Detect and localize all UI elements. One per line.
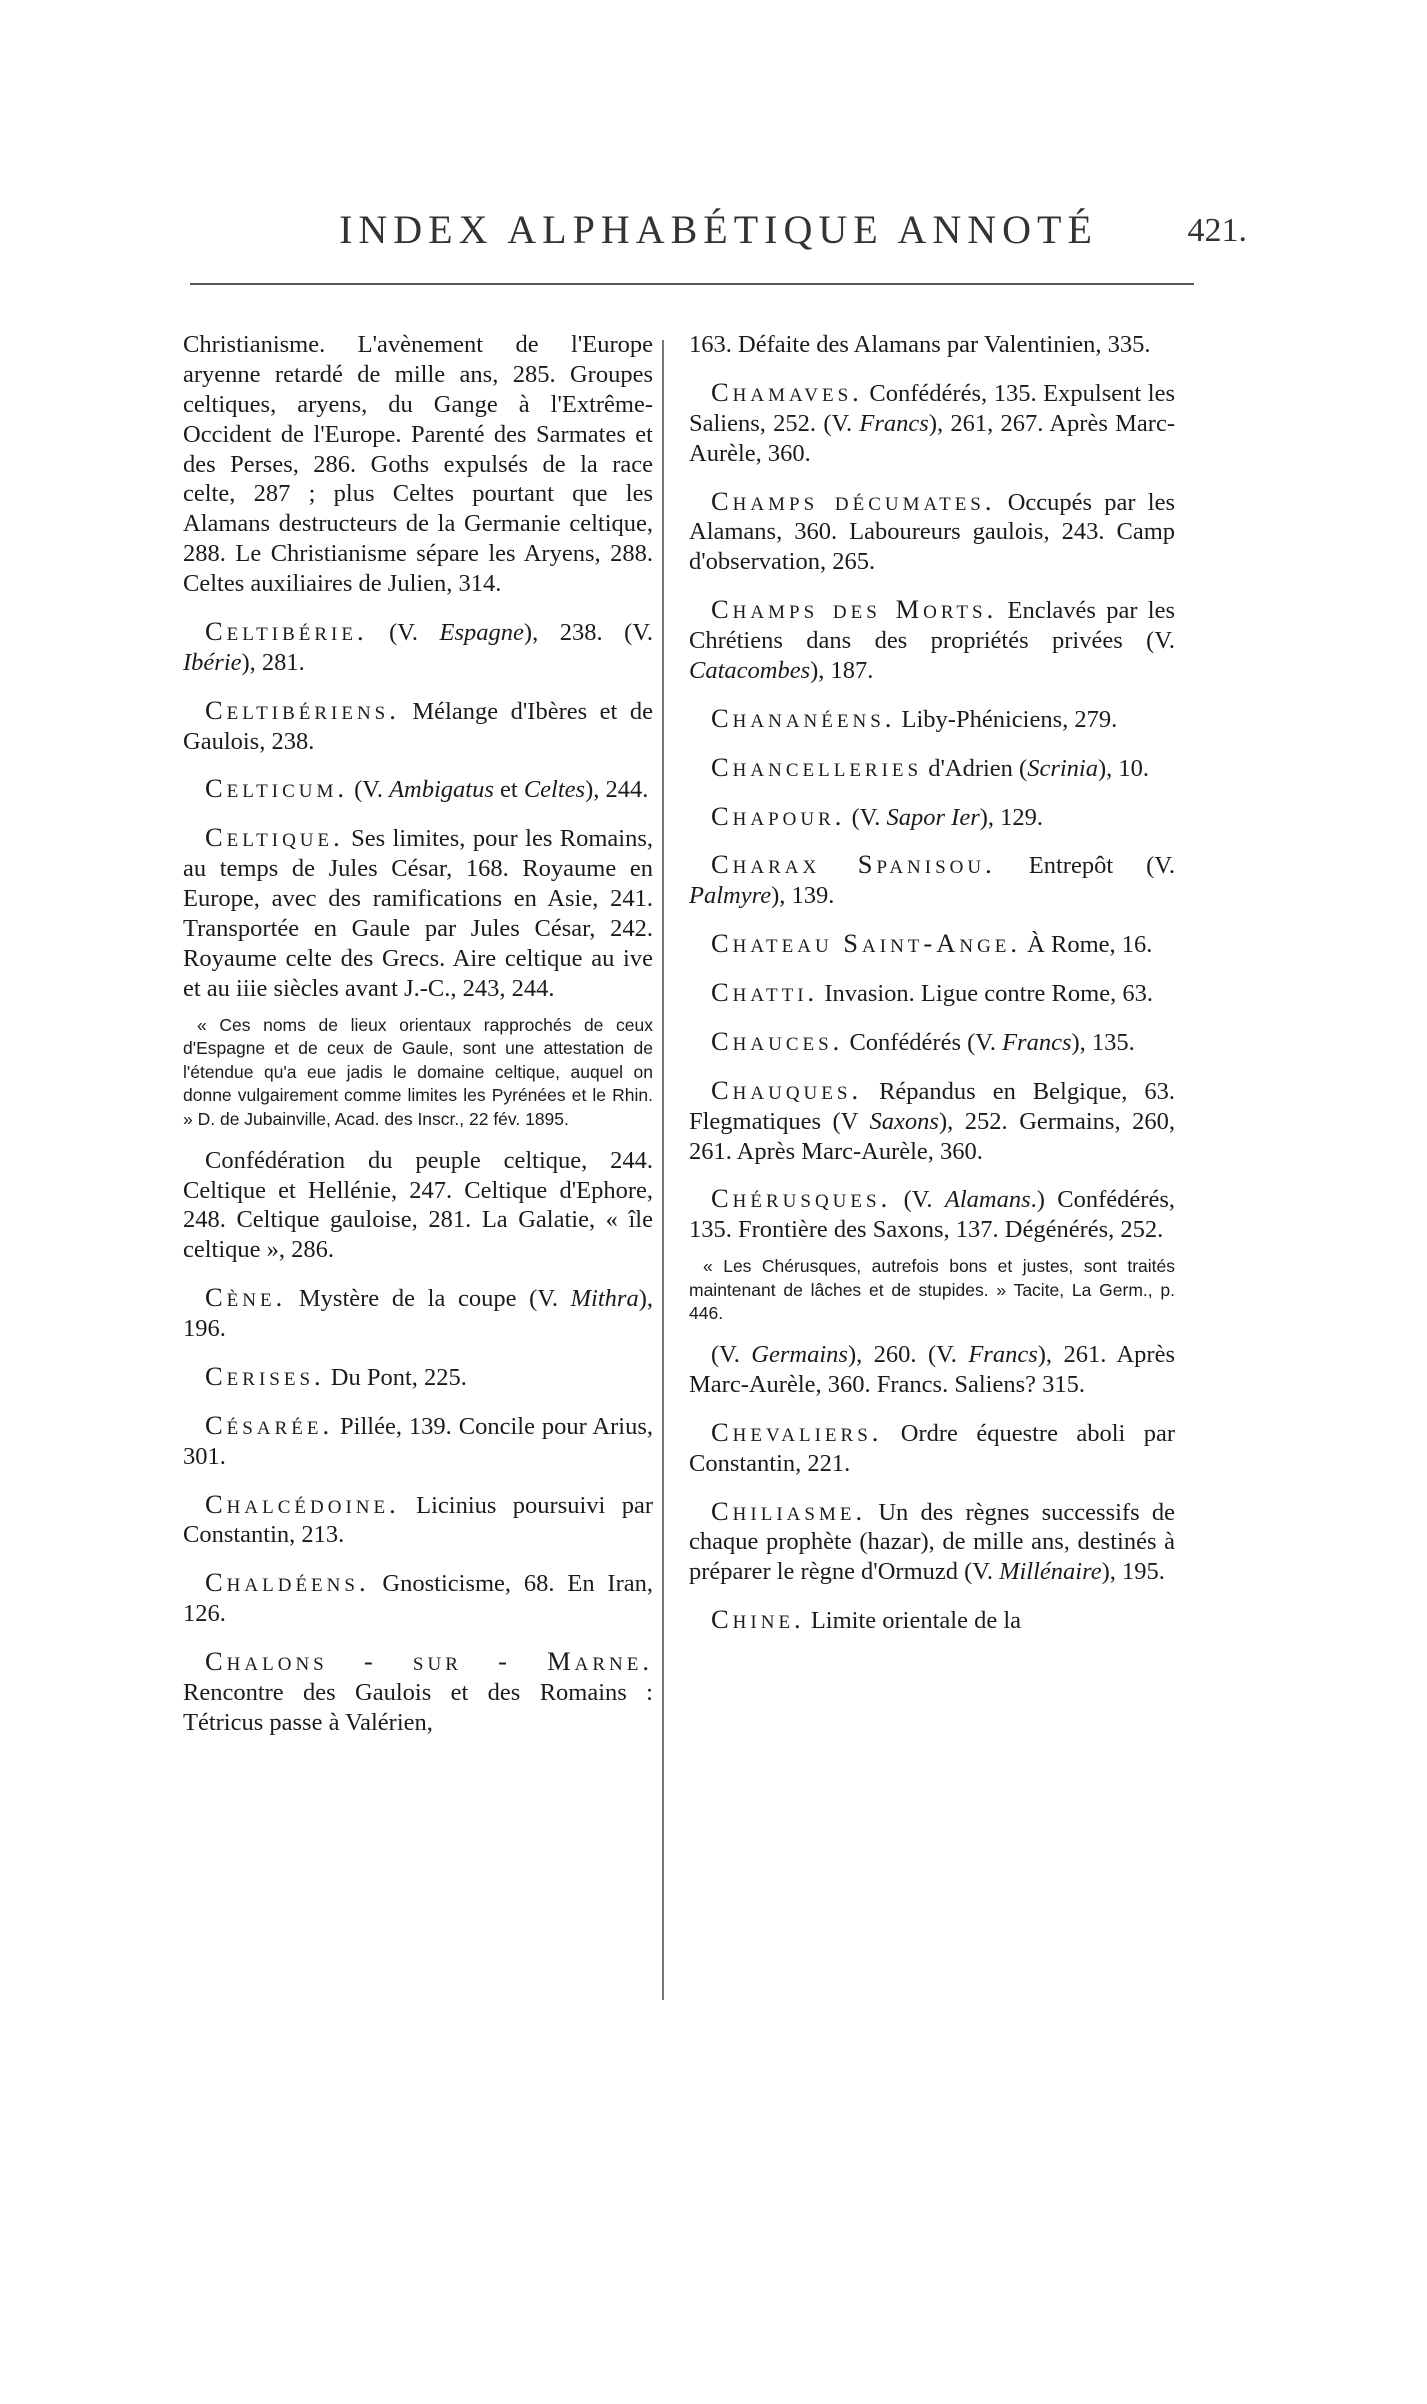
headword: Chevaliers. bbox=[711, 1416, 883, 1447]
headword: Charax Spanisou. bbox=[711, 849, 996, 880]
cross-reference: Palmyre bbox=[689, 882, 772, 910]
entry-text: Pillée, 139. Concile pour Arius, 301. bbox=[183, 1412, 653, 1470]
headword: Chalcédoine. bbox=[205, 1488, 400, 1519]
entry-text: ), 252. Germains, 260, 261. Après Marc-Aurèle, 360. bbox=[689, 1107, 1175, 1165]
cross-reference: Francs bbox=[859, 409, 929, 437]
entry-text: (V. bbox=[348, 776, 390, 804]
cherusques-quotation: « Les Chérusques, autrefois bons et justes, sont traités maintenant de lâches et de stupides. » Tacite, La Germ., p. 446. bbox=[689, 1256, 1175, 1324]
entry-text: Enclavés par les Chrétiens dans des propriétés privées (V. bbox=[689, 597, 1175, 654]
entry-text: Christianisme. L'avènement de l'Europe aryenne retardé de mille ans, 285. Groupes celtiques, aryens, du Gange à l'Extrême-Occident de l'Europe. Parenté des Sarmates et des Perses, 286. Goths expulsés de la race celte, 287 ; plus Celtes pourtant que les Alamans destructeurs de la Germanie celtique, 288. Le Christianisme sépare les Aryens, 288. Celtes auxiliaires de Julien, 314. bbox=[183, 331, 653, 597]
headword: Cène. bbox=[205, 1282, 287, 1313]
index-entry-chaldeens bbox=[183, 1566, 653, 1629]
index-entry-christianisme-cont bbox=[183, 330, 653, 599]
index-entry-celticum bbox=[183, 772, 653, 805]
entry-text: Occupés par les Alamans, 360. Laboureurs gaulois, 243. Camp d'observation, 265. bbox=[689, 488, 1175, 576]
index-entry-chananeens bbox=[689, 702, 1175, 735]
index-entry-chancelleries bbox=[689, 751, 1175, 784]
entry-text: À Rome, 16. bbox=[1021, 931, 1153, 959]
headword: Celtibérie. bbox=[205, 615, 368, 646]
cross-reference: Alamans bbox=[944, 1186, 1031, 1214]
cross-reference: Scrinia bbox=[1027, 754, 1098, 782]
index-entry-chamaves bbox=[689, 376, 1175, 469]
headword: Chancelleries bbox=[711, 751, 923, 782]
index-entry-celtiberiens bbox=[183, 694, 653, 757]
entry-text: .) Confédérés, 135. Frontière des Saxons, 137. Dégénérés, 252. bbox=[689, 1186, 1175, 1244]
entry-text: ), 281. bbox=[241, 648, 305, 676]
cross-reference: Mithra bbox=[570, 1285, 639, 1313]
entry-text: ), 139. bbox=[771, 882, 835, 910]
index-entry-chateau bbox=[689, 927, 1175, 960]
right-column bbox=[689, 330, 1175, 1652]
entry-text: Invasion. Ligue contre Rome, 63. bbox=[818, 980, 1153, 1007]
entry-text: ), 196. bbox=[183, 1285, 653, 1342]
index-entry-cerises bbox=[183, 1360, 653, 1393]
cross-reference: Francs bbox=[1002, 1028, 1072, 1056]
entry-text: Confédération du peuple celtique, 244. Celtique et Hellénie, 247. Celtique d'Ephore, 248. Celtique gauloise, 281. La Galatie, « île celtique », 286. bbox=[183, 1146, 653, 1264]
cross-reference: Ibérie bbox=[183, 648, 242, 676]
entry-text: ), 187. bbox=[810, 656, 874, 684]
running-title: INDEX ALPHABÉTIQUE ANNOTÉ bbox=[339, 207, 1098, 252]
headword: Chananéens. bbox=[711, 702, 896, 733]
cross-reference: Celtes bbox=[523, 776, 586, 804]
headword: Chateau Saint-Ange. bbox=[711, 928, 1022, 959]
headword: Celticum. bbox=[205, 773, 348, 804]
celtique-quotation: « Ces noms de lieux orientaux rapprochés de ceux d'Espagne et de ceux de Gaule, sont une attestation de l'étendue qu'a eue jadis le domaine celtique, auquel on donne vulgairement comme limites les Pyrénées et le Rhin. » D. de Jubainville, Acad. des Inscr., 22 fév. 1895. bbox=[183, 1014, 653, 1129]
index-entry-chalons-cont bbox=[689, 330, 1175, 360]
entry-text: Limite orientale de la bbox=[804, 1607, 1022, 1635]
entry-text: Ordre équestre aboli par Constantin, 221. bbox=[689, 1419, 1175, 1477]
entry-text: (V. bbox=[891, 1186, 945, 1214]
index-entry-charax bbox=[689, 848, 1175, 911]
header-rule bbox=[190, 283, 1194, 285]
entry-text: Confédérés (V. bbox=[843, 1028, 1003, 1056]
index-entry-chatti bbox=[689, 976, 1175, 1009]
entry-text: ), 260. (V. bbox=[847, 1341, 969, 1368]
index-entry-chalcedoine bbox=[183, 1488, 653, 1551]
index-entry-cesaree bbox=[183, 1409, 653, 1472]
cross-reference: Germains bbox=[751, 1341, 848, 1368]
index-entry-chauces bbox=[689, 1025, 1175, 1058]
headword: Chérusques. bbox=[711, 1183, 892, 1214]
headword: Chauques. bbox=[711, 1074, 863, 1105]
cross-reference: Espagne bbox=[439, 618, 524, 646]
headword: Celtibériens. bbox=[205, 694, 400, 725]
entry-text: ), 10. bbox=[1098, 754, 1150, 782]
column-divider bbox=[662, 340, 664, 2000]
headword: Chauces. bbox=[711, 1025, 844, 1056]
headword: Celtique. bbox=[205, 822, 344, 853]
entry-text: 163. Défaite des Alamans par Valentinien, 335. bbox=[689, 331, 1151, 358]
entry-text: Du Pont, 225. bbox=[324, 1363, 467, 1391]
index-entry-cene bbox=[183, 1281, 653, 1344]
entry-text: Liby-Phéniciens, 279. bbox=[895, 705, 1118, 733]
cross-reference: Sapor Ier bbox=[886, 803, 980, 831]
index-entry-cherusques bbox=[689, 1182, 1175, 1245]
entry-text: Ses limites, pour les Romains, au temps de Jules César, 168. Royaume en Europe, avec des ramifications en Asie, 241. Transportée en Gaule par Jules César, 242. Royaume celte des Grecs. Aire celtique au ive et au iiie siècles avant J.-C., 243, 244. bbox=[183, 825, 653, 1002]
headword: Chamaves. bbox=[711, 376, 863, 407]
entry-text: ), 261. Après Marc-Aurèle, 360. Francs. Saliens? 315. bbox=[689, 1341, 1175, 1398]
index-entry-celtique-cont bbox=[183, 1146, 653, 1266]
entry-text: Licinius poursuivi par Constantin, 213. bbox=[183, 1491, 653, 1549]
entry-text: Confédérés, 135. Expulsent les Saliens, 252. (V. bbox=[689, 379, 1175, 437]
page-number: 421. bbox=[1187, 212, 1247, 249]
cross-reference: Catacombes bbox=[689, 656, 811, 684]
index-entry-chine bbox=[689, 1603, 1175, 1636]
index-entry-celtique bbox=[183, 821, 653, 1003]
cross-reference: Ambigatus bbox=[389, 776, 494, 804]
entry-text: (V. bbox=[367, 618, 440, 646]
headword: Césarée. bbox=[205, 1409, 334, 1440]
headword: Champs décumates. bbox=[711, 485, 996, 516]
entry-text: Rencontre des Gaulois et des Romains : Tétricus passe à Valérien, bbox=[183, 1678, 653, 1736]
index-entry-chevaliers bbox=[689, 1416, 1175, 1479]
headword: Chaldéens. bbox=[205, 1567, 370, 1598]
entry-text: ), 195. bbox=[1101, 1558, 1165, 1586]
page-header bbox=[190, 206, 1247, 276]
entry-text: (V. bbox=[845, 803, 887, 831]
headword: Champs des Morts. bbox=[711, 594, 998, 625]
entry-text: ), 244. bbox=[585, 776, 649, 804]
entry-text: d'Adrien ( bbox=[922, 754, 1028, 782]
headword: Chine. bbox=[711, 1604, 805, 1635]
left-column bbox=[183, 330, 653, 1754]
index-entry-champs-des-morts bbox=[689, 593, 1175, 686]
entry-text: ), 135. bbox=[1071, 1028, 1135, 1056]
entry-text: (V. bbox=[711, 1341, 752, 1368]
entry-text: ), 261, 267. Après Marc-Aurèle, 360. bbox=[689, 409, 1175, 467]
index-entry-celtiberie bbox=[183, 615, 653, 678]
headword: Chatti. bbox=[711, 977, 819, 1007]
entry-text: Un des règnes successifs de chaque prophète (hazar), de mille ans, destinés à préparer le règne d'Ormuzd (V. bbox=[689, 1498, 1175, 1586]
entry-text: Répandus en Belgique, 63. Flegmatiques (V bbox=[689, 1077, 1175, 1135]
entry-text: Mystère de la coupe (V. bbox=[286, 1285, 571, 1313]
entry-text: Gnosticisme, 68. En Iran, 126. bbox=[183, 1570, 653, 1628]
entry-text: et bbox=[493, 776, 524, 804]
headword: Chiliasme. bbox=[711, 1495, 867, 1526]
entry-text: Mélange d'Ibères et de Gaulois, 238. bbox=[183, 697, 653, 755]
headword: Chapour. bbox=[711, 800, 846, 831]
headword: Cerises. bbox=[205, 1360, 325, 1391]
index-entry-chiliasme bbox=[689, 1495, 1175, 1588]
cross-reference: Saxons bbox=[869, 1107, 939, 1135]
index-entry-chauques bbox=[689, 1074, 1175, 1167]
index-entry-cherusques-cont bbox=[689, 1340, 1175, 1400]
index-entry-champs-decumates bbox=[689, 485, 1175, 578]
headword: Chalons - sur - Marne. bbox=[205, 1646, 653, 1676]
cross-reference: Millénaire bbox=[999, 1558, 1102, 1586]
entry-text: ), 129. bbox=[979, 803, 1044, 831]
entry-text: ), 238. (V. bbox=[523, 618, 653, 646]
cross-reference: Francs bbox=[968, 1341, 1038, 1368]
entry-text: Entrepôt (V. bbox=[995, 852, 1175, 880]
index-entry-chalons bbox=[183, 1645, 653, 1738]
index-entry-chapour bbox=[689, 800, 1175, 833]
